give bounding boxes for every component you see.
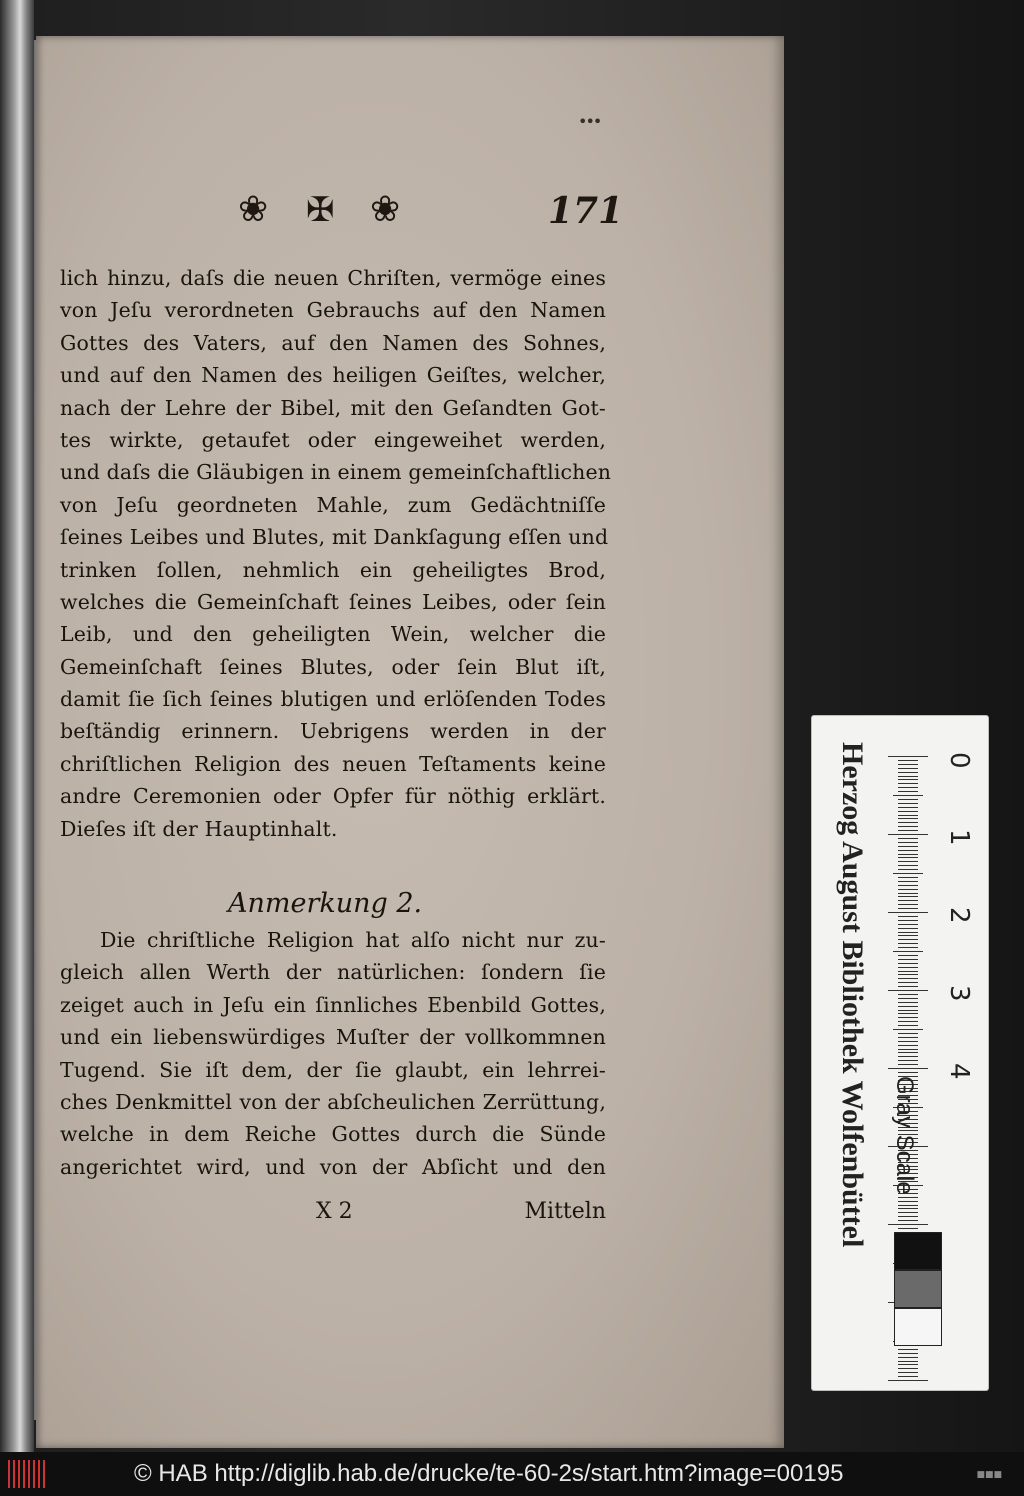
ruler-number: 3 — [944, 985, 974, 1002]
ruler-tick — [898, 807, 918, 808]
text-line: Die chriſtliche Religion hat alſo nicht nur zu- — [100, 928, 606, 952]
signature-mark: X 2 — [316, 1199, 353, 1224]
ruler-tick — [898, 1025, 918, 1026]
text-line: welche in dem Reiche Gottes durch die Sünde — [60, 1122, 606, 1147]
ruler-tick — [898, 787, 918, 788]
book-spine-edge — [0, 0, 34, 1452]
gray-scale-label: Gray Scale — [891, 1076, 918, 1195]
ruler-tick — [898, 818, 918, 819]
text-line: von Jeſu verordneten Gebrauchs auf den Namen — [60, 298, 606, 323]
text-line: andre Ceremonien oder Opfer für nöthig erklärt. — [60, 784, 606, 809]
ruler-tick — [898, 1049, 918, 1050]
text-line: ches Denkmittel von der abſcheulichen Zerrüttung, — [60, 1089, 606, 1114]
text-line: und ein liebenswürdiges Muſter der vollkommnen — [60, 1025, 606, 1050]
scale-ruler-card — [812, 716, 988, 1390]
ruler-tick — [888, 1224, 928, 1225]
ruler-tick — [898, 998, 918, 999]
ruler-tick — [898, 822, 918, 823]
page-header — [238, 188, 628, 236]
ruler-tick — [898, 1041, 918, 1042]
ruler-tick — [898, 1201, 918, 1202]
text-line: gleich allen Werth der natürlichen: ſondern ſie — [60, 960, 606, 985]
text-line: damit ſie ſich ſeines blutigen und erlöſenden Todes — [60, 687, 606, 712]
ruler-tick — [898, 978, 918, 979]
ruler-tick — [898, 877, 918, 878]
ruler-tick — [898, 1002, 918, 1003]
ruler-tick — [893, 795, 923, 796]
ruler-tick — [898, 947, 918, 948]
ruler-tick — [898, 935, 918, 936]
ruler-tick — [898, 1064, 918, 1065]
ruler-tick — [898, 779, 918, 780]
text-line: nach der Lehre der Bibel, mit den Geſandten Got- — [60, 395, 606, 420]
text-line: welches die Gemeinſchaft ſeines Leibes, oder ſein — [60, 589, 606, 614]
text-line: von Jeſu geordneten Mahle, zum Gedächtniſſe — [60, 492, 606, 517]
ruler-tick — [898, 854, 918, 855]
ruler-tick — [898, 760, 918, 761]
text-line: lich hinzu, daſs die neuen Chriſten, vermöge eines — [60, 266, 606, 290]
gray-swatch-black — [894, 1232, 942, 1270]
ruler-tick — [898, 783, 918, 784]
ruler-tick — [898, 900, 918, 901]
ruler-tick — [898, 1052, 918, 1053]
ruler-tick — [898, 982, 918, 983]
ruler-tick — [898, 869, 918, 870]
ruler-tick — [898, 1220, 918, 1221]
text-line: tes wirkte, getaufet oder eingeweihet werden, — [60, 427, 606, 452]
hab-barcode-logo-icon — [8, 1460, 48, 1488]
ruler-tick — [898, 916, 918, 917]
ruler-tick — [898, 1006, 918, 1007]
ruler-tick — [898, 861, 918, 862]
footer-bar — [0, 1452, 1024, 1496]
ruler-tick — [898, 1205, 918, 1206]
text-line: beſtändig erinnern. Uebrigens werden in der — [60, 719, 606, 744]
text-line: chriſtlichen Religion des neuen Teſtaments keine — [60, 751, 606, 776]
ruler-tick — [898, 1037, 918, 1038]
text-line: ſeines Leibes und Blutes, mit Dankſagung eſſen und — [60, 525, 609, 550]
ruler-tick — [898, 799, 918, 800]
flower-ornament-icon: ❀ — [238, 189, 269, 230]
corner-mark-icon: ■■■ — [976, 1470, 1002, 1480]
text-line: trinken ſollen, nehmlich ein geheiligtes Brod, — [60, 557, 606, 582]
text-line: Gottes des Vaters, auf den Namen des Sohnes, — [60, 330, 606, 355]
ruler-tick — [898, 1353, 918, 1354]
library-brand: Herzog August Bibliothek Wolfenbüttel — [836, 742, 869, 1248]
ruler-tick — [898, 1060, 918, 1061]
ruler-tick — [898, 893, 918, 894]
ruler-tick — [888, 912, 928, 913]
ruler-tick — [898, 842, 918, 843]
paragraph-main — [60, 262, 612, 845]
ruler-tick — [893, 951, 923, 952]
paragraph-note — [60, 924, 606, 1183]
ruler-tick — [898, 857, 918, 858]
ruler-tick — [898, 1045, 918, 1046]
ruler-tick — [898, 865, 918, 866]
ruler-tick — [893, 873, 923, 874]
ruler-tick — [888, 1068, 928, 1069]
ruler-tick — [898, 768, 918, 769]
ruler-tick — [898, 924, 918, 925]
ruler-tick — [898, 838, 918, 839]
gray-swatch-white — [894, 1308, 942, 1346]
ruler-tick — [898, 1216, 918, 1217]
ruler-tick — [898, 971, 918, 972]
ruler-tick — [898, 920, 918, 921]
ruler-tick — [898, 764, 918, 765]
text-line: und daſs die Gläubigen in einem gemeinſchaftlichen — [60, 460, 612, 485]
ruler-tick — [898, 994, 918, 995]
ruler-tick — [898, 791, 918, 792]
ruler-tick — [898, 1033, 918, 1034]
text-line: zeiget auch in Jeſu ein ſinnliches Ebenbild Gottes, — [60, 992, 606, 1017]
ruler-tick — [898, 943, 918, 944]
ruler-tick — [898, 986, 918, 987]
ruler-tick — [898, 1364, 918, 1365]
ruler-tick — [898, 830, 918, 831]
catchword: Mitteln — [524, 1199, 606, 1224]
text-line: Dieſes iſt der Hauptinhalt. — [60, 816, 338, 841]
ruler-tick — [898, 1368, 918, 1369]
ruler-tick — [898, 967, 918, 968]
page-top-mark: ••• — [578, 112, 601, 131]
ruler-tick — [898, 1021, 918, 1022]
ruler-tick — [898, 955, 918, 956]
ruler-tick — [898, 885, 918, 886]
flower-ornament-icon: ❀ — [370, 189, 401, 230]
page-footer — [60, 1194, 606, 1230]
ruler-tick — [898, 928, 918, 929]
text-line: Tugend. Sie iſt dem, der ſie glaubt, ein lehrrei- — [60, 1057, 606, 1082]
ruler-tick — [888, 834, 928, 835]
gray-swatch-mid — [894, 1270, 942, 1308]
ruler-tick — [898, 1376, 918, 1377]
ruler-tick — [898, 1208, 918, 1209]
ruler-tick — [898, 1017, 918, 1018]
cross-ornament-icon: ✠ — [306, 190, 335, 230]
copyright-url[interactable]: © HAB http://diglib.hab.de/drucke/te-60-2s/start.htm?image=00195 — [134, 1460, 844, 1487]
ruler-tick — [898, 1197, 918, 1198]
ruler-tick — [898, 850, 918, 851]
ruler-tick — [898, 959, 918, 960]
ruler-number: 0 — [944, 752, 974, 769]
ruler-tick — [898, 772, 918, 773]
ruler-tick — [888, 756, 928, 757]
ruler-tick — [898, 1010, 918, 1011]
ruler-tick — [898, 1372, 918, 1373]
ruler-tick — [898, 1349, 918, 1350]
ruler-tick — [898, 1212, 918, 1213]
ruler-tick — [898, 896, 918, 897]
ruler-tick — [898, 1056, 918, 1057]
ruler-tick — [898, 889, 918, 890]
ruler-tick — [898, 1357, 918, 1358]
ruler-tick — [898, 803, 918, 804]
ruler-tick — [898, 811, 918, 812]
ruler-number: 2 — [944, 907, 974, 924]
ruler-tick — [898, 939, 918, 940]
page-number: 171 — [548, 190, 624, 232]
text-line: angerichtet wird, und von der Abſicht und den — [60, 1154, 606, 1179]
ruler-tick — [898, 1013, 918, 1014]
ruler-tick — [898, 826, 918, 827]
ruler-content — [812, 716, 988, 1390]
ruler-tick — [898, 974, 918, 975]
text-line: Gemeinſchaft ſeines Blutes, oder ſein Blut iſt, — [60, 654, 606, 679]
ruler-tick — [888, 1380, 928, 1381]
ruler-tick — [898, 846, 918, 847]
ruler-tick — [898, 908, 918, 909]
ruler-tick — [898, 1361, 918, 1362]
ruler-tick — [898, 881, 918, 882]
ruler-tick — [898, 1228, 918, 1229]
section-heading: Anmerkung 2. — [228, 888, 423, 919]
ruler-tick — [898, 776, 918, 777]
ruler-tick — [888, 990, 928, 991]
ruler-number: 1 — [944, 829, 974, 846]
ruler-tick — [898, 904, 918, 905]
text-line: und auf den Namen des heiligen Geiſtes, welcher, — [60, 363, 606, 388]
ruler-tick — [898, 932, 918, 933]
ruler-tick — [898, 1072, 918, 1073]
ruler-number: 4 — [944, 1063, 974, 1080]
ruler-tick — [898, 963, 918, 964]
text-line: Leib, und den geheiligten Wein, welcher die — [60, 622, 606, 647]
ruler-tick — [893, 1029, 923, 1030]
ruler-tick — [898, 815, 918, 816]
